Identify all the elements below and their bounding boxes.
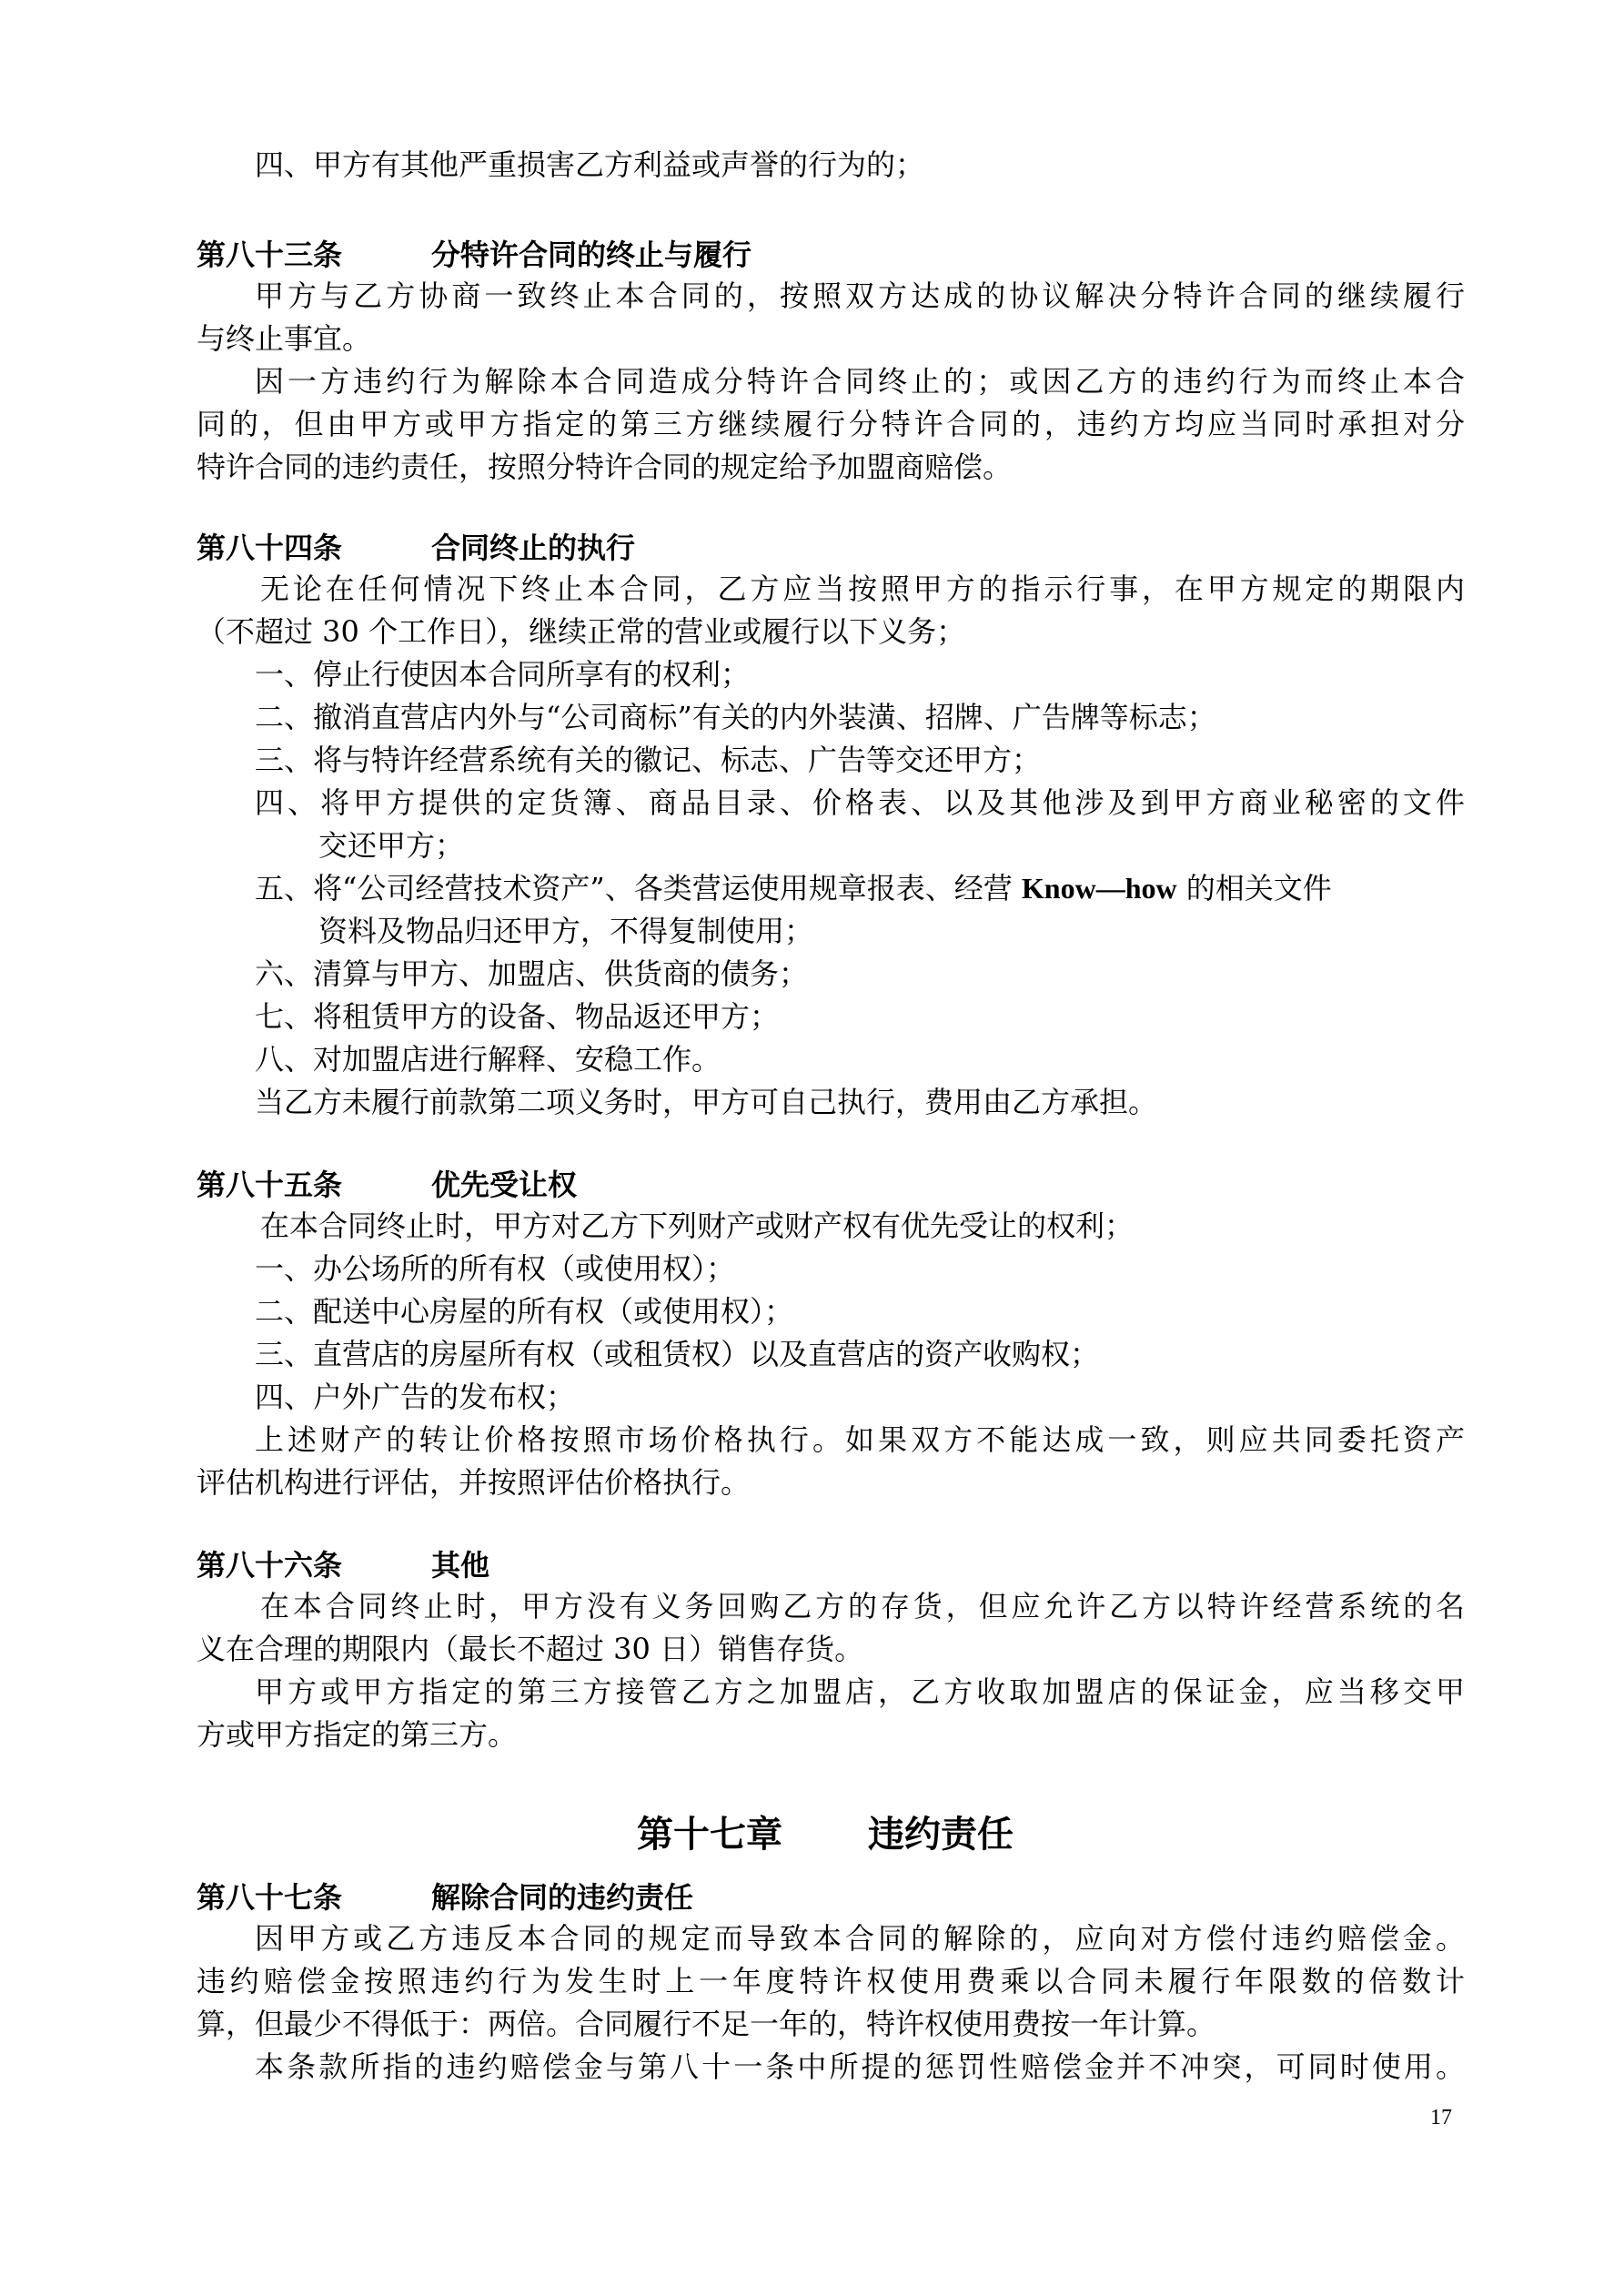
know-how-term: Know—how: [1021, 872, 1177, 905]
article-86-line-1: 在本合同终止时，甲方没有义务回购乙方的存货，但应允许乙方以特许经营系统的名: [260, 1589, 1465, 1623]
article-84-item-4: 四、将甲方提供的定货簿、商品目录、价格表、以及其他涉及到甲方商业秘密的文件: [255, 785, 1465, 820]
article-84-item-5-suffix: 的相关文件: [1176, 871, 1332, 905]
chapter-17-title: 违约责任: [868, 1814, 1014, 1856]
article-84-item-6: 六、清算与甲方、加盟店、供货商的债务；: [255, 956, 809, 991]
article-83-title: 分特许合同的终止与履行: [431, 238, 752, 272]
article-84-item-5-prefix: 五、将“公司经营技术资产”、各类营运使用规章报表、经营: [255, 871, 1022, 905]
article-84-item-5-cont: 资料及物品归还甲方，不得复制使用；: [318, 914, 814, 948]
chapter-17-number: 第十七章: [637, 1814, 782, 1856]
article-86-heading: [197, 1545, 489, 1585]
article-83-line-3: 因一方违约行为解除本合同造成分特许合同终止的；或因乙方的违约行为而终止本合: [255, 364, 1465, 399]
article-84-item-1: 一、停止行使因本合同所享有的权利；: [255, 657, 751, 692]
article-84-closing: 当乙方未履行前款第二项义务时，甲方可自己执行，费用由乙方承担。: [255, 1085, 1158, 1119]
article-83-heading: [197, 235, 751, 275]
article-85-item-2: 二、配送中心房屋的所有权（或使用权）；: [255, 1294, 794, 1329]
article-83-line-4: 同的，但由甲方或甲方指定的第三方继续履行分特许合同的，违约方均应当同时承担对分: [197, 407, 1465, 441]
article-85-number: 第八十五条: [197, 1168, 343, 1202]
article-87-line-2: 违约赔偿金按照违约行为发生时上一年度特许权使用费乘以合同未履行年限数的倍数计: [197, 1964, 1465, 1998]
article-84-line-2: （不超过 30 个工作日），继续正常的营业或履行以下义务；: [197, 614, 966, 649]
article-86-line-2: 义在合理的期限内（最长不超过 30 日）销售存货。: [197, 1632, 864, 1666]
article-83-line-1: 甲方与乙方协商一致终止本合同的，按照双方达成的协议解决分特许合同的继续履行: [255, 278, 1465, 313]
article-83-line-2: 与终止事宜。: [197, 321, 372, 356]
chapter-17-heading: [637, 1811, 1014, 1858]
article-84-item-2: 二、撤消直营店内外与“公司商标”有关的内外装潢、招牌、广告牌等标志；: [255, 700, 1216, 734]
article-85-item-1: 一、办公场所的所有权（或使用权）；: [255, 1251, 736, 1286]
article-84-item-8: 八、对加盟店进行解释、安稳工作。: [255, 1042, 721, 1077]
article-85-heading: [197, 1165, 577, 1205]
article-84-item-4-cont: 交还甲方；: [318, 828, 465, 863]
article-86-number: 第八十六条: [197, 1548, 343, 1583]
article-85-line-7: 评估机构进行评估，并按照评估价格执行。: [197, 1465, 751, 1500]
clause-item-4-prev: 四、甲方有其他严重损害乙方利益或声誉的行为的；: [255, 147, 925, 182]
article-84-item-7: 七、将租赁甲方的设备、物品返还甲方；: [255, 999, 780, 1034]
article-86-line-3: 甲方或甲方指定的第三方接管乙方之加盟店，乙方收取加盟店的保证金，应当移交甲: [255, 1674, 1465, 1709]
article-83-line-5: 特许合同的违约责任，按照分特许合同的规定给予加盟商赔偿。: [197, 450, 1013, 484]
article-87-line-1: 因甲方或乙方违反本合同的规定而导致本合同的解除的，应向对方偿付违约赔偿金。: [255, 1921, 1465, 1956]
page-number: 17: [1430, 2106, 1452, 2129]
article-87-line-4: 本条款所指的违约赔偿金与第八十一条中所提的惩罚性赔偿金并不冲突，可同时使用。: [255, 2049, 1465, 2084]
article-85-item-3: 三、直营店的房屋所有权（或租赁权）以及直营店的资产收购权；: [255, 1337, 1100, 1371]
article-84-item-3: 三、将与特许经营系统有关的徽记、标志、广告等交还甲方；: [255, 743, 1042, 777]
article-83-number: 第八十三条: [197, 238, 343, 272]
article-84-line-1: 无论在任何情况下终止本合同，乙方应当按照甲方的指示行事，在甲方规定的期限内: [260, 571, 1465, 606]
article-85-line-1: 在本合同终止时，甲方对乙方下列财产或财产权有优先受让的权利；: [260, 1209, 1135, 1243]
article-85-title: 优先受让权: [431, 1168, 578, 1202]
article-86-title: 其他: [431, 1548, 490, 1583]
article-87-heading: [197, 1877, 693, 1917]
article-84-heading: [197, 528, 635, 568]
article-87-number: 第八十七条: [197, 1880, 343, 1915]
article-85-line-6: 上述财产的转让价格按照市场价格执行。如果双方不能达成一致，则应共同委托资产: [255, 1422, 1465, 1457]
article-84-number: 第八十四条: [197, 531, 343, 565]
article-84-item-5: [255, 868, 1332, 908]
article-85-item-4: 四、户外广告的发布权；: [255, 1380, 576, 1414]
article-87-line-3: 算，但最少不得低于：两倍。合同履行不足一年的，特许权使用费按一年计算。: [197, 2007, 1216, 2041]
article-86-line-4: 方或甲方指定的第三方。: [197, 1717, 518, 1752]
article-84-title: 合同终止的执行: [431, 531, 636, 565]
article-87-title: 解除合同的违约责任: [431, 1880, 694, 1915]
